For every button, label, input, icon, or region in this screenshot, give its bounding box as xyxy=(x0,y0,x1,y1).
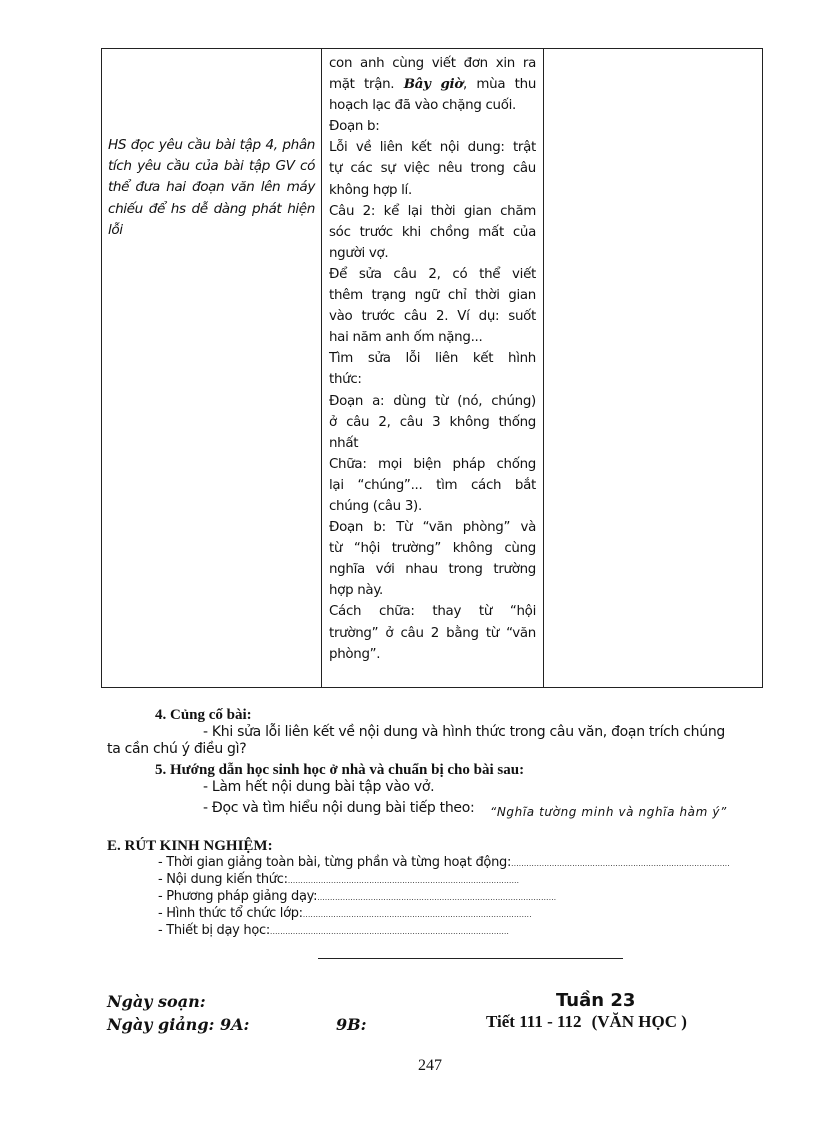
content-line: Lỗi về liên kết nội dung: trật xyxy=(329,140,536,156)
content-line: chúng (câu 3). xyxy=(329,498,422,514)
content-line: Chữa: mọi biện pháp chống xyxy=(329,456,536,472)
content-line: Cách chữa: thay từ “hội xyxy=(329,604,536,620)
content-line-mixed: mặt trận. Bây giờ, mùa thu xyxy=(329,76,537,93)
content-line: lại “chúng”... tìm cách bắt xyxy=(329,477,536,493)
section-divider xyxy=(318,958,623,959)
content-line: nhất xyxy=(329,435,359,451)
content-line: Đoạn a: dùng từ (nó, chúng) xyxy=(329,393,536,409)
review-item: - Phương pháp giảng dạy:.............................................................................................. xyxy=(158,889,557,904)
content-line: Tìm sửa lỗi liên kết hình xyxy=(329,351,536,367)
content-line: phòng”. xyxy=(329,646,381,662)
week-label: Tuần 23 xyxy=(556,990,636,1011)
section-5-title: 5. Hướng dẫn học sinh học ở nhà và chuẩn bị cho bài sau: xyxy=(155,762,525,778)
content-line: trường” ở câu 2 bằng từ “văn xyxy=(329,625,536,641)
content-line: nghĩa với nhau trong trường xyxy=(329,562,536,578)
review-item: - Nội dung kiến thức:........................................................................................... xyxy=(158,872,520,887)
content-line: người vợ. xyxy=(329,245,389,261)
class-9b-label: 9B: xyxy=(336,1015,367,1034)
prep-date-label: Ngày soạn: xyxy=(107,992,206,1011)
lesson-table xyxy=(101,48,763,688)
content-line: sóc trước khi chồng mất của xyxy=(329,224,536,240)
content-line: không hợp lí. xyxy=(329,182,412,198)
page-number: 247 xyxy=(418,1057,442,1074)
next-lesson-item: - Đọc và tìm hiểu nội dung bài tiếp theo: xyxy=(203,800,475,816)
teacher-activity-column xyxy=(102,49,322,687)
teaching-date-label: Ngày giảng: 9A: xyxy=(107,1015,250,1034)
content-line: Đoạn b: xyxy=(329,119,380,135)
section-e-title: E. RÚT KINH NGHIỆM: xyxy=(107,838,273,854)
content-column xyxy=(322,49,544,687)
content-line: thêm trạng ngữ chỉ thời gian xyxy=(329,288,536,304)
content-line: thức: xyxy=(329,372,362,388)
emphasis-text: Bây giờ xyxy=(403,76,463,93)
content-line: Để sửa câu 2, có thể viết xyxy=(329,266,536,282)
content-line: hợp này. xyxy=(329,583,383,599)
notes-column xyxy=(544,49,762,687)
homework-item: - Làm hết nội dung bài tập vào vở. xyxy=(203,779,435,795)
content-line: Đoạn b: Từ “văn phòng” và xyxy=(329,520,536,536)
next-lesson-title: “Nghĩa tường minh và nghĩa hàm ý” xyxy=(490,805,727,819)
lesson-heading: Tiết 111 - 112 (VĂN HỌC ) xyxy=(486,1012,687,1031)
content-line: hai năm anh ốm nặng... xyxy=(329,330,483,346)
review-item: - Thời gian giảng toàn bài, từng phần và từng hoạt động:...................................................................................... xyxy=(158,855,730,870)
section-4-title: 4. Củng cố bài: xyxy=(155,707,252,723)
content-line: Câu 2: kể lại thời gian chăm xyxy=(329,203,536,219)
content-line: con anh cùng viết đơn xin ra xyxy=(329,56,536,71)
teacher-note: HS đọc yêu cầu bài tập 4, phân tích yêu cầu của bài tập GV có thể đưa hai đoạn văn lên máy chiếu để hs dễ dàng phát hiện lỗi xyxy=(108,137,315,238)
content-line: vào trước câu 2. Ví dụ: suốt xyxy=(329,309,536,325)
review-item: - Hình thức tổ chức lớp:.......................................................................................... xyxy=(158,906,532,921)
section-4-text: - Khi sửa lỗi liên kết về nội dung và hình thức trong câu văn, đoạn trích chúng xyxy=(203,724,725,740)
content-line: hoạch lạc đã vào chặng cuối. xyxy=(329,98,516,114)
content-line: tự các sự việc nêu trong câu xyxy=(329,161,536,177)
content-line: từ “hội trường” không cùng xyxy=(329,541,536,557)
review-item: - Thiết bị dạy học:.............................................................................................. xyxy=(158,923,509,938)
content-line: ở câu 2, câu 3 không thống xyxy=(329,414,536,430)
section-4-text-cont: ta cần chú ý điều gì? xyxy=(107,741,247,757)
